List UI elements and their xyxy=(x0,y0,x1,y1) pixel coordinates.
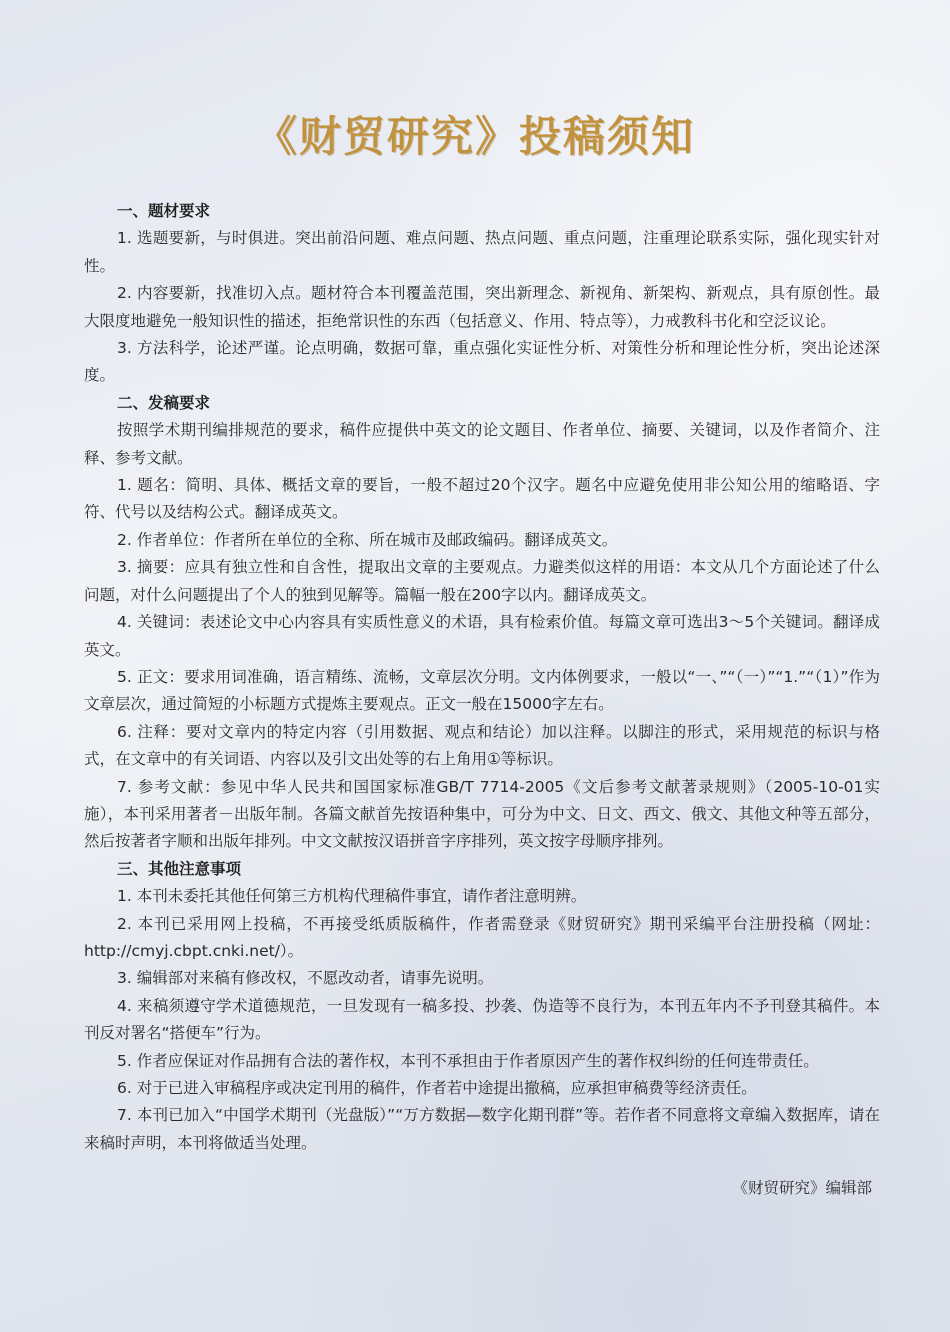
paragraph: 2. 作者单位：作者所在单位的全称、所在城市及邮政编码。翻译成英文。 xyxy=(117,530,618,549)
paragraph: 6. 注释：要对文章内的特定内容（引用数据、观点和结论）加以注释。以脚注的形式，采用规范的标识与格式，在文章中的有关词语、内容以及引文出处等的右上角用①等标识。 xyxy=(84,722,880,769)
paragraph: 按照学术期刊编排规范的要求，稿件应提供中英文的论文题目、作者单位、摘要、关键词，以及作者简介、注释、参考文献。 xyxy=(84,421,880,467)
paragraph: 4. 来稿须遵守学术道德规范，一旦发现有一稿多投、抄袭、伪造等不良行为，本刊五年内不予刊登其稿件。本刊反对署名“搭便车”行为。 xyxy=(84,996,880,1043)
paragraph: 2. 内容要新，找准切入点。题材符合本刊覆盖范围，突出新理念、新视角、新架构、新观点，具有原创性。最大限度地避免一般知识性的描述，拒绝常识性的东西（包括意义、作用、特点等），力戒教科书化和空泛议论。 xyxy=(84,284,880,330)
paragraph: 1. 题名：简明、具体、概括文章的要旨，一般不超过20个汉字。题名中应避免使用非公知公用的缩略语、字符、代号以及结构公式。翻译成英文。 xyxy=(84,476,880,522)
paragraph: 7. 参考文献：参见中华人民共和国国家标准GB/T 7714-2005《文后参考文献著录规则》（2005-10-01实施），本刊采用著者－出版年制。各篇文献首先按语种集中，可分为中文、日文、西文、俄文、其他文种等五部分，然后按著者字顺和出版年排列。中文文献按汉语拼音字序排列，英文按字母顺序排列。 xyxy=(84,777,880,851)
paragraph: 3. 编辑部对来稿有修改权，不愿改动者，请事先说明。 xyxy=(117,969,494,988)
paragraph: 1. 本刊未委托其他任何第三方机构代理稿件事宜，请作者注意明辨。 xyxy=(117,887,587,906)
section-heading: 三、其他注意事项 xyxy=(117,859,242,878)
notice-body xyxy=(84,198,880,1203)
paragraph: 1. 选题要新，与时俱进。突出前沿问题、难点问题、热点问题、重点问题，注重理论联系实际，强化现实针对性。 xyxy=(84,229,880,275)
section-heading: 一、题材要求 xyxy=(117,202,211,220)
section-other-notes xyxy=(84,856,880,1157)
paragraph: 3. 摘要：应具有独立性和自含性，提取出文章的主要观点。力避类似这样的用语：本文从几个方面论述了什么问题，对什么问题提出了个人的独到见解等。篇幅一般在200字以内。翻译成英文。 xyxy=(84,558,880,604)
paragraph: 6. 对于已进入审稿程序或决定刊用的稿件，作者若中途提出撤稿，应承担审稿费等经济责任。 xyxy=(117,1079,757,1097)
paragraph: 4. 关键词：表述论文中心内容具有实质性意义的术语，具有检索价值。每篇文章可选出3～5个关键词。翻译成英文。 xyxy=(84,613,880,659)
section-submission-requirements xyxy=(84,390,880,856)
paragraph: 2. 本刊已采用网上投稿，不再接受纸质版稿件，作者需登录《财贸研究》期刊采编平台注册投稿（网址：http://cmyj.cbpt.cnki.net/）。 xyxy=(84,914,880,960)
paragraph: 5. 作者应保证对作品拥有合法的著作权，本刊不承担由于作者原因产生的著作权纠纷的任何连带责任。 xyxy=(117,1051,819,1070)
editorial-signature: 《财贸研究》编辑部 xyxy=(732,1179,872,1198)
paragraph: 7. 本刊已加入“中国学术期刊（光盘版）”“万方数据—数字化期刊群”等。若作者不同意将文章编入数据库，请在来稿时声明，本刊将做适当处理。 xyxy=(84,1106,880,1152)
paragraph: 5. 正文：要求用词准确，语言精练、流畅，文章层次分明。文内体例要求，一般以“一、”“（一）”“1.”“（1）”作为文章层次，通过简短的小标题方式提炼主要观点。正文一般在15000字左右。 xyxy=(84,667,880,714)
section-heading: 二、发稿要求 xyxy=(117,393,211,412)
paragraph: 3. 方法科学，论述严谨。论点明确，数据可靠，重点强化实证性分析、对策性分析和理论性分析，突出论述深度。 xyxy=(84,339,880,385)
page-title: 《财贸研究》投稿须知 xyxy=(254,112,695,161)
section-topic-requirements xyxy=(84,198,880,390)
